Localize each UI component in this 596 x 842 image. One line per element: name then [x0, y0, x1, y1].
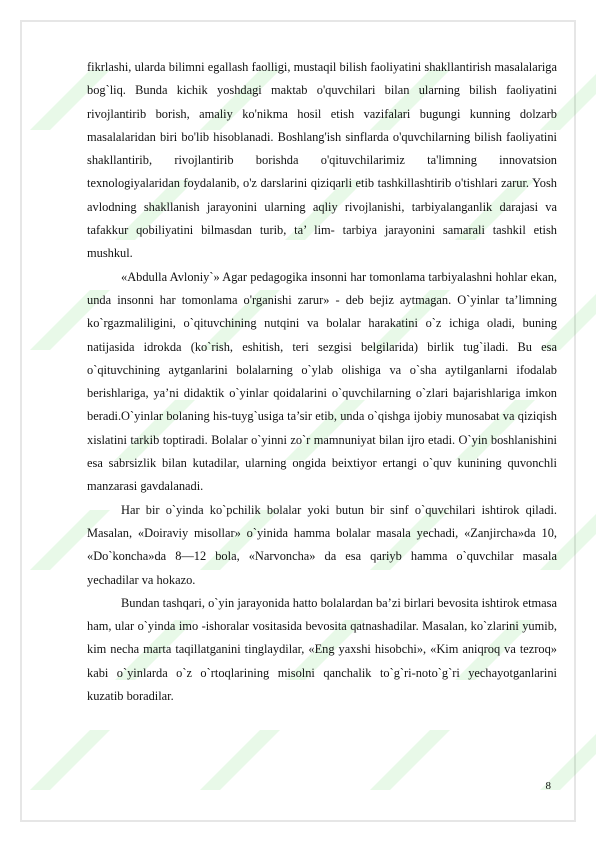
paragraph-2: «Abdulla Avloniy`» Agar pedagogika insonni har tomonlama tarbiyalashni hohlar ekan, unda insonni har tomonlama o'rganishi zarur» - deb bejiz aytmagan. O`yinlar ta’limning ko`rgazmaliligini, o`qituvchining nutqini va bolalar harakatini o`z ichiga oladi, buning natijasida idrokda (ko`rish, eshitish, teri sezgisi belgilarida) birlik tug`iladi. Bu esa o`qituvchining aytganlarini bolalarning o`ylab olishiga va o`sha aytilganlarni ifodalab berishlariga, ya’ni didaktik o`yinlar qoidalarini o`quvchilarning o`zlari bajarishlariga imkon beradi.O`yinlar bolaning his-tuyg`usiga ta’sir etib, unda o`qishga ijobiy munosabat va qiziqish xislatini tarkib toptiradi. Bolalar o`yinni zo`r mamnuniyat bilan ijro etadi. O`yin boshlanishini esa sabrsizlik bilan kutadilar, ularning ongida beixtiyor ertangi o`quv kunining quvonchli manzarasi gavdalanadi.: [87, 269, 557, 494]
paragraph-1: fikrlashi, ularda bilimni egallash faolligi, mustaqil bilish faoliyatini shakllantirish masalalariga bog`liq. Bunda kichik yoshdagi maktab o'quvchilari bilan ularning bilish faoliyatini rivojlantirib borish, amaliy ko'nikma hosil etish vazifalari bugungi kunning dolzarb masalalaridan biri bo'lib hisoblanadi. Boshlang'ish sinflarda o'quvchilarning bilish faoliyatini shakllantirib, rivojlantirib borishda o'qituvchilarimiz ta'limning innovatsion texnologiyalaridan foydalanib, o'z darslarini qiziqarli etib tashkillashtirib o'tishlari zarur. Yosh avlodning shakllanish jarayonini ularning aqliy rivojlanishi, tarbiyalanganlik darajasi va tafakkur qobiliyatini bilmasdan turib, ta’ lim- tarbiya jarayonini samarali tashkil etish mushkul.: [87, 60, 557, 261]
paragraph-4: Bundan tashqari, o`yin jarayonida hatto bolalardan ba’zi birlari bevosita ishtirok etmasa ham, ular o`yinda imo -ishoralar vositasida bevosita qatnashadilar. Masalan, ko`zlarini yumib, kim necha marta taqillatganini tinglaydilar, «Eng yaxshi hisobchi», «Kim aniqroq va tezroq» kabi o`yinlarda o`z o`rtoqlarining misolni qanchalik to`g`ri-noto`g`ri yechayotganlarini kuzatib boradilar.: [87, 595, 557, 704]
paragraph-3: Har bir o`yinda ko`pchilik bolalar yoki butun bir sinf o`quvchilari ishtirok qiladi. Masalan, «Doiraviy misollar» o`yinida hamma bolalar masala yechadi, «Zanjircha»da 10, «Do`koncha»da 8—12 bola, «Narvoncha» da esa qariyb hamma o`quvchilar masala yechadilar va hokazo.: [87, 502, 557, 587]
page-number: 8: [545, 780, 551, 792]
body-text: [87, 56, 557, 708]
